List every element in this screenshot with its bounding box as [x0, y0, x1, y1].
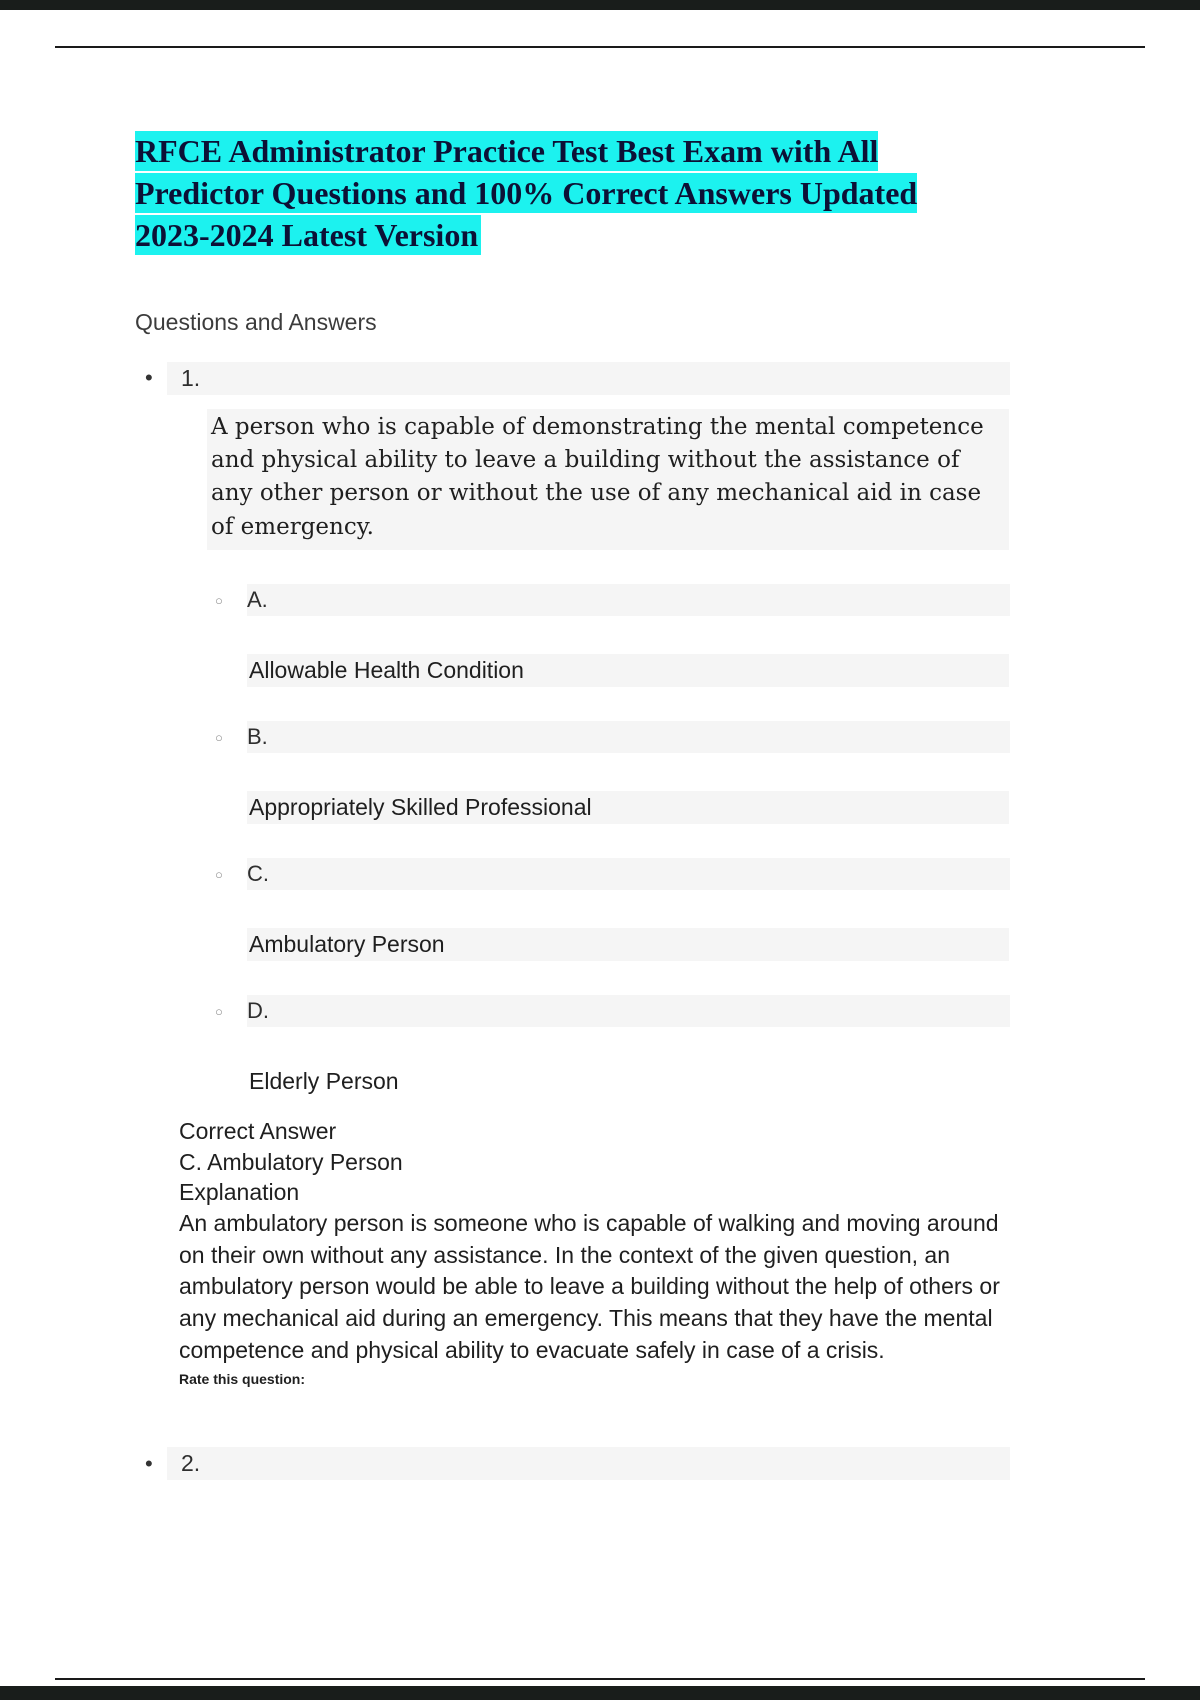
- answer-block: [179, 1116, 1009, 1389]
- option-bullet-icon: ○: [215, 866, 223, 882]
- option-c-text[interactable]: Ambulatory Person: [247, 928, 1009, 961]
- option-b-letter-row: [207, 721, 1010, 753]
- option-b-text[interactable]: Appropriately Skilled Professional: [247, 791, 1009, 824]
- highlighted-title-text: RFCE Administrator Practice Test Best Exam with All Predictor Questions and 100% Correct Answers Updated 2023-2024 Latest Version: [135, 133, 918, 254]
- page-title: [135, 130, 975, 257]
- question-2-number-row: [135, 1447, 1010, 1480]
- option-d-text[interactable]: Elderly Person: [249, 1068, 399, 1095]
- question-number-text: 2.: [181, 1450, 201, 1477]
- explanation-label: Explanation: [179, 1179, 300, 1206]
- option-a-letter-row: [207, 584, 1010, 616]
- option-d-letter-row: [207, 995, 1010, 1027]
- question-text: A person who is capable of demonstrating the mental competence and physical ability to leave a building without the assistance of any other person or without the use of any mechanical aid in case of emergency.: [207, 409, 1009, 550]
- rate-question-label: Rate this question:: [179, 1371, 306, 1388]
- question-number-text: 1.: [181, 364, 201, 391]
- section-heading: Questions and Answers: [135, 308, 377, 335]
- option-letter: [247, 995, 1010, 1027]
- option-letter-text: D.: [247, 998, 269, 1024]
- option-letter-text: B.: [247, 724, 268, 750]
- correct-answer-value: C. Ambulatory Person: [179, 1148, 403, 1175]
- document-content: [135, 130, 1010, 1480]
- option-c-letter-row: [207, 858, 1010, 890]
- question-1-number-row: [135, 362, 1010, 395]
- list-bullet-icon: •: [145, 365, 153, 391]
- top-edge-bar: [0, 0, 1200, 10]
- option-a-text[interactable]: Allowable Health Condition: [247, 654, 1009, 687]
- option-bullet-icon: ○: [215, 592, 223, 608]
- option-letter-text: A.: [247, 587, 268, 613]
- question-number: [167, 1447, 1010, 1480]
- option-bullet-icon: ○: [215, 1003, 223, 1019]
- correct-answer-label: Correct Answer: [179, 1118, 337, 1145]
- option-letter: [247, 584, 1010, 616]
- explanation-text: An ambulatory person is someone who is capable of walking and moving around on their own without any assistance. In the context of the given question, an ambulatory person would be able to leave a building without the help of others or any mechanical aid during an emergency. This means that they have the mental competence and physical ability to evacuate safely in case of a crisis.: [179, 1209, 1000, 1363]
- option-bullet-icon: ○: [215, 729, 223, 745]
- question-number: [167, 362, 1010, 395]
- option-letter: [247, 721, 1010, 753]
- option-letter: [247, 858, 1010, 890]
- bottom-rule: [55, 1678, 1145, 1680]
- list-bullet-icon: •: [145, 1450, 153, 1476]
- top-rule: [55, 46, 1145, 48]
- bottom-edge-bar: [0, 1686, 1200, 1700]
- option-letter-text: C.: [247, 861, 269, 887]
